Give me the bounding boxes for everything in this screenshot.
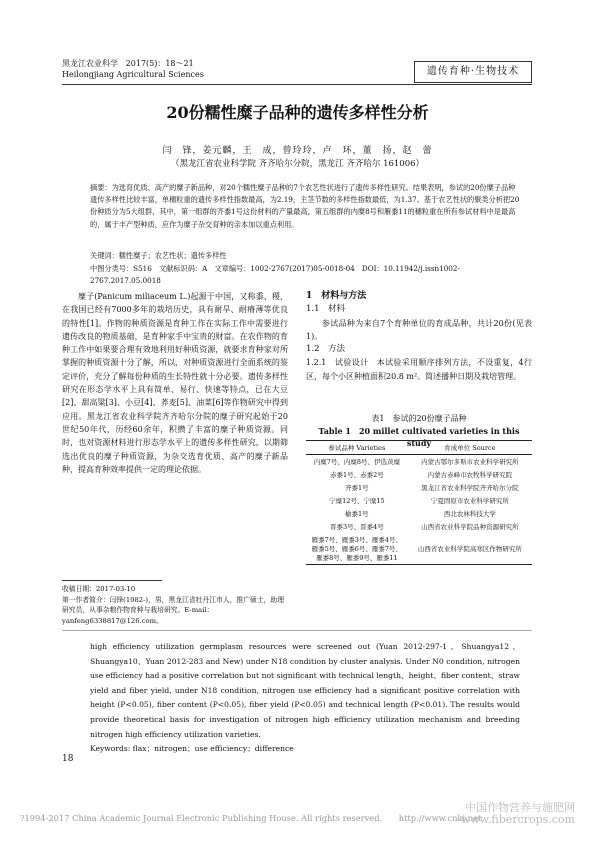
section-heading-1-2: 1.2 方法 <box>306 344 346 355</box>
table-row <box>306 481 532 494</box>
cell-varieties: 宁糜12号、宁糜15 <box>329 497 385 505</box>
cell-varieties: 雁黍7号、雁黍3号、雁黍4号、雁黍5号、雁黍6号、雁黍7号、雁黍8号、雁黍9号、雁黍11 <box>306 533 408 565</box>
intro-text: 糜子(Panicum miliaceum L.)起源于中国，又称黍、稷，在我国已经有7000多年的栽培历史，具有耐旱、耐瘠薄等优良的特性[1]。作物的种质资源是育种工作在实际工作中需要进行遗传改良的物质基础，是育种家手中宝贵的财富。在农作物的育种工作中如果要合理有效地利用好种质资源，就要求育种家对所掌握的种质资源十分了解，所以，对种质资源进行全面系统的鉴定评价，充分了解每份种质的生长特性就十分必要。遗传多样性研究在形态学水平上具有简单、易行、快速等特点，已在大豆[2]、甜高粱[3]、小豆[4]、荞麦[5]、油菜[6]等作物研究中得到应用。黑龙江省农业科学院齐齐哈尔分院的糜子研究起始于20世纪50年代，历经60余年，积攒了丰富的糜子种质资源。同时，也对资源材料进行形态学水平上的遗传多样性研究，以期筛选出优良的糜子种质资源，为杂交选育优质、高产的糜子新品种，提高育种效率提供一定的理论依据。 <box>62 292 288 474</box>
methods-section <box>306 290 532 383</box>
cell-source: 宁夏固原市农业科学研究所 <box>430 497 509 505</box>
header-rule <box>62 84 532 85</box>
journal-name-en: Heilongjiang Agricultural Sciences <box>62 70 204 79</box>
table-caption-en: Table 1 20 millet cultivated varieties in this study <box>318 426 520 448</box>
classification-info: 中图分类号：S516 文献标识码：A 文章编号：1002-2767(2017)05-0018-04 DOI：10.11942/j.issn1002-2767.2017.05.0018 <box>90 264 460 285</box>
paper-title: 20份糯性糜子品种的遗传多样性分析 <box>166 103 429 122</box>
section-divider <box>62 630 532 631</box>
watermark-line2: www.fibercrops.com <box>460 813 575 826</box>
journal-name-cn: 黑龙江农业科学 <box>62 59 118 68</box>
authors: 闫 锋，姜元麟，王 成，曾玲玲，卢 环，董 扬，赵 蕾 <box>162 146 433 156</box>
english-keywords: Keywords: flax；nitrogen；use efficiency；difference <box>90 744 294 754</box>
design-paragraph: 1.2.1 试验设计 本试验采用顺序排列方法，不设重复，4行区，每个小区种植面积20.8 m²。简述播种日期及栽培管理。 <box>306 358 532 381</box>
cell-source: 西北农林科技大学 <box>443 510 496 518</box>
author-bio: 第一作者简介：闫锋(1982-)，男，黑龙江省牡丹江市人，推广硕士，助理研究员，从事杂粮作物育种与栽培研究。E-mail：yanfeng6338817@126.com。 <box>62 595 285 625</box>
cell-varieties: 晋黍3号、晋黍4号 <box>329 523 384 531</box>
table-row <box>306 468 532 481</box>
cell-source: 内蒙古赤峰市农牧科学研究院 <box>427 471 513 479</box>
cell-varieties: 齐黍1号 <box>345 484 369 492</box>
table-row <box>306 533 532 565</box>
english-abstract <box>90 640 520 757</box>
varieties-table <box>306 440 532 565</box>
abstract-cn: 摘要：为选育优质、高产的糜子新品种，对20个糯性糜子品种的7个农艺性状进行了遗传多样性研究。结果表明，参试的20份糜子品种遗传多样性比较丰富，单穗粒重的遗传多样性指数最高，为2.19，主茎节数的多样性指数最低，为1.37。基于农艺性状的聚类分析把20份种质分为5大组群，其中，第一组群的齐黍1号这份材料的产量最高，第五组群的内糜8号和雁黍11的穗粒重在所有参试材料中是最高的，属于丰产型种质，应作为糜子杂交育种的亲本加以重点利用。 <box>90 183 520 229</box>
materials-paragraph: 参试品种为来自7个育种单位的育成品种，共计20份(见表1)。 <box>306 318 532 341</box>
page-number: 18 <box>62 754 74 764</box>
cell-varieties: 赤黍1号、赤黍2号 <box>329 471 384 479</box>
section-heading-1: 1 材料与方法 <box>306 291 367 301</box>
cell-source: 山西省农业科学院品种资源研究所 <box>421 523 519 531</box>
watermark-line1: 中国作物营养与施肥网 <box>465 801 575 814</box>
table-header-varieties: 参试品种 Varieties <box>306 441 408 455</box>
footnote-rule <box>62 580 162 581</box>
issue-info: 2017(5)：18～21 <box>125 59 194 68</box>
cell-source: 黑龙江省农业科学院齐齐哈尔分院 <box>421 484 519 492</box>
table-row <box>306 520 532 533</box>
journal-header <box>62 58 204 80</box>
table-row <box>306 507 532 520</box>
cell-source: 山西省农业科学院高寒区作物研究所 <box>408 533 532 565</box>
english-abstract-text: high efficiency utilization germplasm resources were screened out (Yuan 2012-297-1、Shuangya12、Shuangya10、Yuan 2012-283 and New) under N18 condition by cluster analysis. Under N0 condition, nitrogen use efficiency had a positive correlation but not significant with technical length、height、fiber content、straw yield and fiber yield, under N18 condition, nitrogen use efficiency had a significant positive correlation with height (P<0.05), fiber content (P<0.05), fiber yield (P<0.05) and technical length (P<0.01). The results would provide theoretical basis for investigation of nitrogen high efficiency utilization mechanism and breeding nitrogen high efficiency utilization varieties. <box>90 642 520 739</box>
copyright-line: ?1994-2017 China Academic Journal Electronic Publishing House. All rights reserved. http://www.cnki.net <box>20 813 482 823</box>
footnote <box>62 584 288 626</box>
section-heading-1-1: 1.1 材料 <box>306 304 346 315</box>
keywords-cn: 关键词：糯性糜子；农艺性状；遗传多样性 <box>90 251 227 260</box>
table-row <box>306 494 532 507</box>
table-caption-cn: 表1 参试的20份糜子品种 <box>371 414 467 423</box>
received-date: 收稿日期：2017-03-10 <box>62 585 136 593</box>
section-tag: 遗传育种·生物技术 <box>414 61 532 83</box>
cell-varieties: 内糜7号、内糜8号、伊选黄糜 <box>313 458 400 466</box>
cell-varieties: 榆黍1号 <box>345 510 369 518</box>
table-row <box>306 455 532 469</box>
cell-source: 内蒙古鄂尔多斯市农业科学研究所 <box>421 458 519 466</box>
table-header-source: 育成单位 Source <box>408 441 532 455</box>
affiliation: （黑龙江省农业科学院 齐齐哈尔分院，黑龙江 齐齐哈尔 161006） <box>170 159 425 169</box>
watermark <box>461 802 575 826</box>
